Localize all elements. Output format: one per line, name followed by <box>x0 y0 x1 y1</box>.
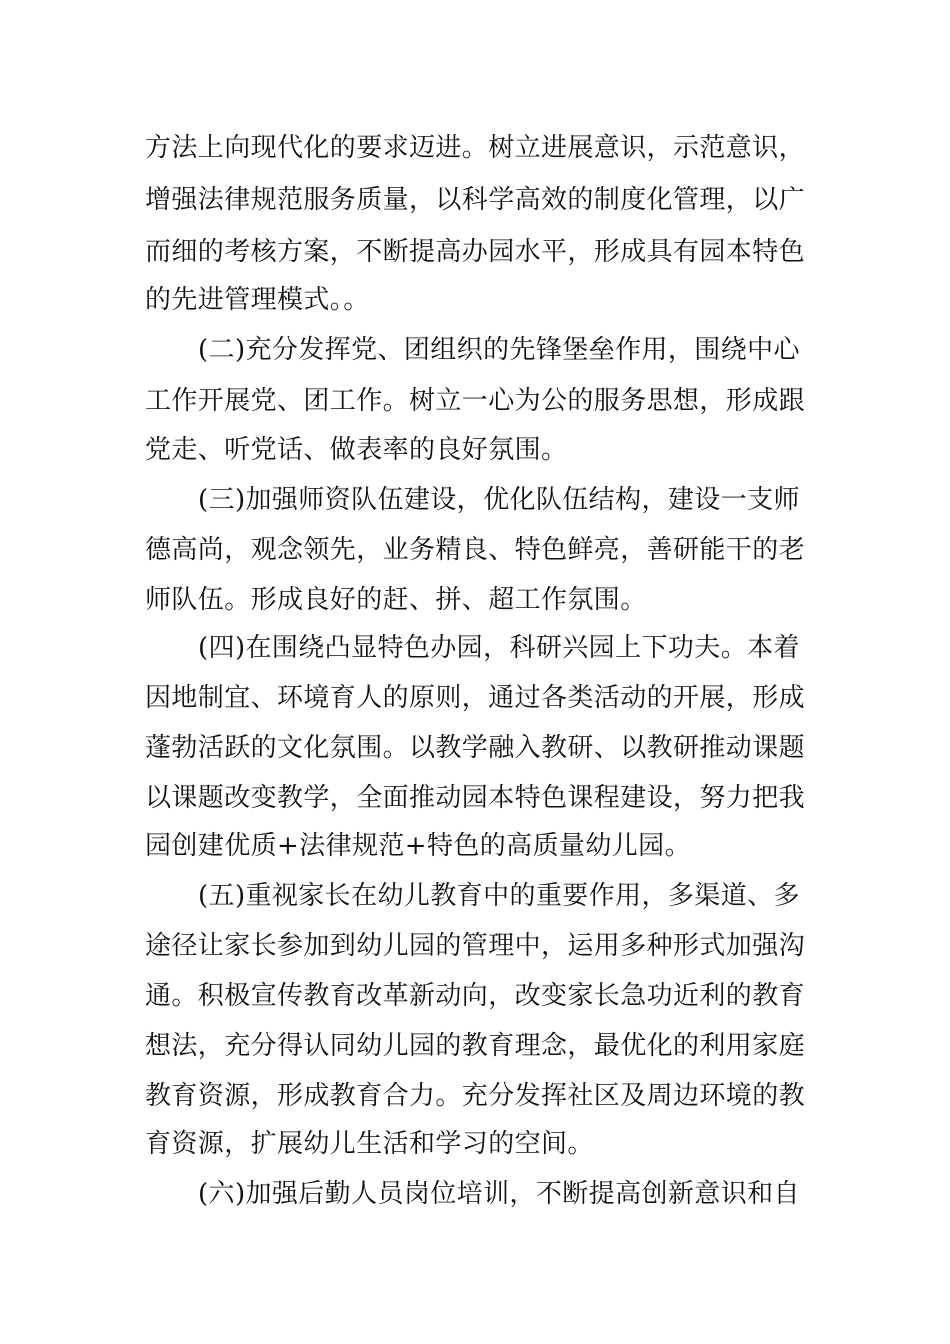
text-line: 工作开展党、团工作。树立一心为公的服务思想，形成跟 <box>145 386 806 416</box>
text-line: 途径让家长参加到幼儿园的管理中，运用多种形式加强沟 <box>145 931 806 961</box>
paragraph-start-line: (三)加强师资队伍建设，优化队伍结构，建设一支师 <box>198 485 800 515</box>
text-line: 德高尚，观念领先，业务精良、特色鲜亮，善研能干的老 <box>145 535 806 565</box>
text-line: 以课题改变教学，全面推动园本特色课程建设，努力把我 <box>145 783 806 813</box>
text-line: 增强法律规范服务质量，以科学高效的制度化管理，以广 <box>145 185 806 215</box>
paragraph-start-line: (六)加强后勤人员岗位培训，不断提高创新意识和自 <box>198 1179 800 1209</box>
text-line: 蓬勃活跃的文化氛围。以教学融入教研、以教研推动课题 <box>145 733 806 763</box>
paragraph-start-line: (五)重视家长在幼儿教育中的重要作用，多渠道、多 <box>198 881 800 911</box>
paragraph-start-line: (二)充分发挥党、团组织的先锋堡垒作用，围绕中心 <box>198 335 800 365</box>
text-line: 园创建优质+法律规范+特色的高质量幼儿园。 <box>145 831 691 861</box>
text-line: 想法，充分得认同幼儿园的教育理念，最优化的利用家庭 <box>145 1031 806 1061</box>
text-line: 党走、听党话、做表率的良好氛围。 <box>145 435 568 465</box>
text-line: 师队伍。形成良好的赶、拼、超工作氛围。 <box>145 585 647 615</box>
text-line: 方法上向现代化的要求迈进。树立进展意识，示范意识， <box>145 133 806 163</box>
text-line: 通。积极宣传教育改革新动向，改变家长急功近利的教育 <box>145 981 806 1011</box>
text-line: 因地制宜、环境育人的原则，通过各类活动的开展，形成 <box>145 683 806 713</box>
text-line: 的先进管理模式。。 <box>145 285 370 315</box>
paragraph-start-line: (四)在围绕凸显特色办园，科研兴园上下功夫。本着 <box>198 633 800 663</box>
text-line: 育资源，扩展幼儿生活和学习的空间。 <box>145 1129 594 1159</box>
text-line: 教育资源，形成教育合力。充分发挥社区及周边环境的教 <box>145 1081 806 1111</box>
text-line: 而细的考核方案，不断提高办园水平，形成具有园本特色 <box>145 237 806 267</box>
